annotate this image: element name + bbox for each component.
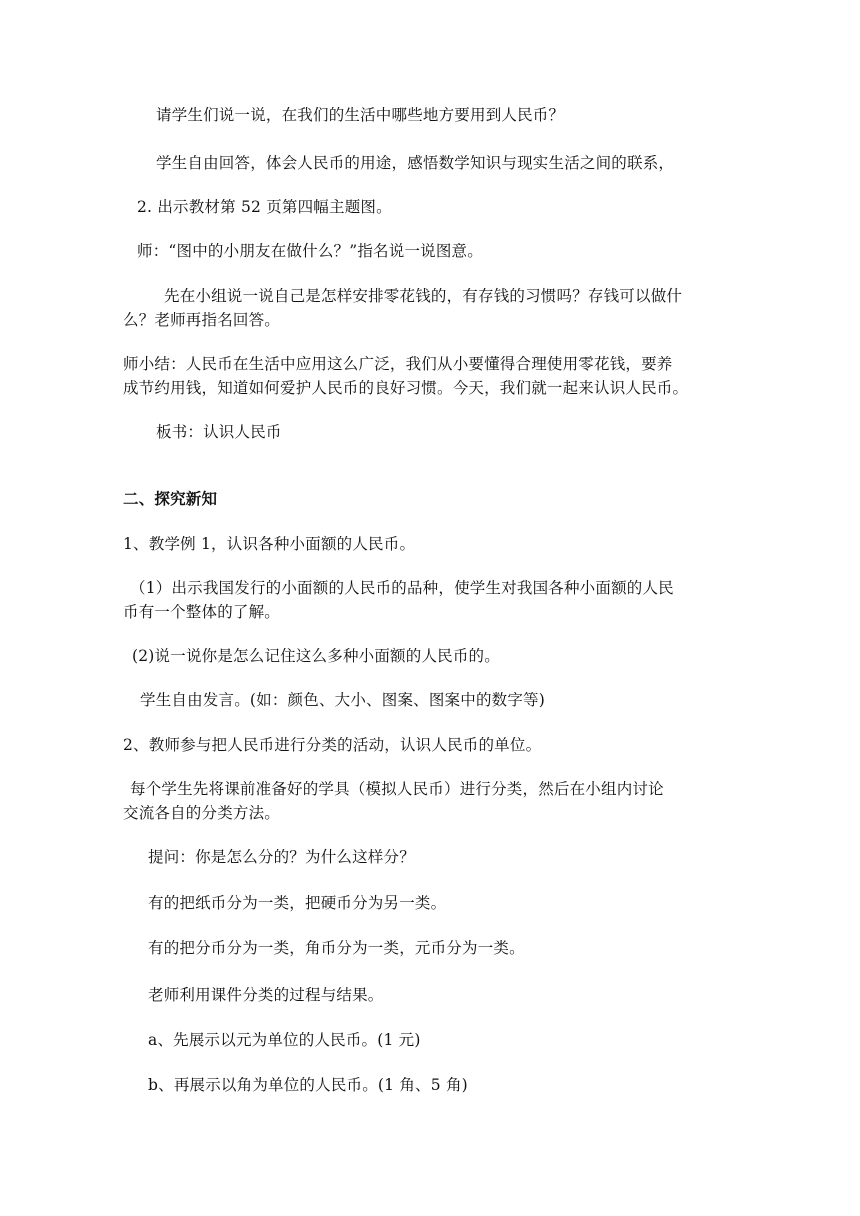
blackboard-line: 板书：认识人民币	[156, 423, 282, 441]
student-speech-line: 学生自由发言。(如：颜色、大小、图案、图案中的数字等)	[140, 691, 545, 709]
summary-line-2: 成节约用钱，知道如何爱护人民币的良好习惯。今天，我们就一起来认识人民币。	[123, 379, 689, 397]
classify-line-2: 交流各自的分类方法。	[123, 804, 281, 822]
paragraph-line-6: 么？老师再指名回答。	[123, 311, 281, 329]
paragraph-line-1: 请学生们说一说，在我们的生活中哪些地方要用到人民币？	[156, 106, 565, 124]
question-line: 提问：你是怎么分的？为什么这样分？	[148, 848, 415, 866]
item-2-line: (2)说一说你是怎么记住这么多种小面额的人民币的。	[132, 647, 500, 665]
answer-line-2: 有的把分币分为一类，角币分为一类，元币分为一类。	[148, 939, 525, 957]
step-a-line: a、先展示以元为单位的人民币。(1 元)	[148, 1031, 421, 1049]
example-1-line: 1、教学例 1，认识各种小面额的人民币。	[123, 535, 416, 553]
step-b-line: b、再展示以角为单位的人民币。(1 角、5 角)	[148, 1076, 468, 1094]
section-heading: 二、探究新知	[123, 490, 218, 508]
answer-line-1: 有的把纸币分为一类，把硬币分为另一类。	[148, 894, 447, 912]
item-1-line-1: （1）出示我国发行的小面额的人民币的品种，使学生对我国各种小面额的人民	[130, 579, 674, 597]
activity-2-line: 2、教师参与把人民币进行分类的活动，认识人民币的单位。	[123, 736, 542, 754]
paragraph-line-5: 先在小组说一说自己是怎样安排零花钱的，有存钱的习惯吗？存钱可以做什	[164, 287, 683, 305]
paragraph-line-2: 学生自由回答，体会人民币的用途，感悟数学知识与现实生活之间的联系，	[156, 154, 675, 172]
numbered-item-2: 2. 出示教材第 52 页第四幅主题图。	[137, 198, 392, 216]
item-1-line-2: 币有一个整体的了解。	[123, 603, 281, 621]
teacher-question-line: 师：“图中的小朋友在做什么？”指名说一说图意。	[137, 242, 483, 260]
classify-line-1: 每个学生先将课前准备好的学具（模拟人民币）进行分类，然后在小组内讨论	[130, 780, 664, 798]
courseware-line: 老师利用课件分类的过程与结果。	[148, 986, 384, 1004]
summary-line-1: 师小结：人民币在生活中应用这么广泛，我们从小要懂得合理使用零花钱，要养	[123, 355, 673, 373]
